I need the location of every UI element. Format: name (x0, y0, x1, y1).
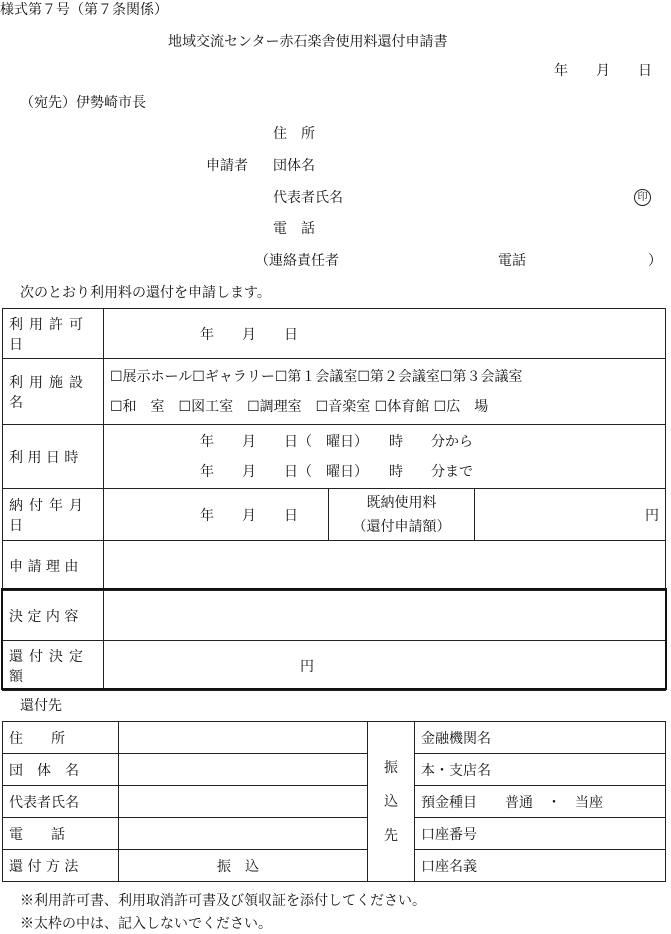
refund-org-label: 団 体 名 (3, 754, 119, 786)
transfer-label-char1: 振 (384, 759, 398, 776)
refund-phone-field[interactable] (119, 818, 368, 850)
note-thick-frame: ※太枠の中は、記入しないでください。 (20, 916, 272, 932)
intro-text: 次のとおり利用料の還付を申請します。 (20, 285, 271, 301)
account-type-field[interactable] (415, 786, 666, 818)
document-title: 地域交流センター赤石楽舎使用料還付申請書 (168, 34, 448, 50)
refund-rep-field[interactable] (119, 786, 368, 818)
permit-date-field[interactable] (104, 309, 666, 359)
account-number-field[interactable] (415, 818, 666, 850)
permit-date-value: 年 月 日 (200, 326, 298, 343)
applicant-label: 申請者 (206, 158, 248, 174)
reason-row (3, 541, 666, 591)
refund-method-value: 振 込 (217, 858, 259, 875)
facility-options-line2[interactable]: ☐和 室 ☐図工室 ☐調理室 ☐音楽室 ☐体育館 ☐広 場 (110, 398, 489, 415)
branch-field[interactable] (415, 754, 666, 786)
main-table (2, 308, 666, 691)
refund-org-field[interactable] (119, 754, 368, 786)
addressee: （宛先）伊勢崎市長 (20, 95, 146, 111)
datetime-start: 年 月 日（ 曜日） 時 分から (200, 433, 473, 450)
applicant-org-label: 団体名 (273, 158, 315, 174)
account-type-label: 預金種目 普通 ・ 当座 (421, 794, 603, 811)
datetime-field[interactable] (104, 425, 666, 489)
transfer-label-char3: 先 (384, 827, 398, 844)
transfer-label (368, 722, 415, 882)
note-attachments: ※利用許可書、利用取消許可書及び領収証を添付してください。 (20, 893, 426, 909)
payment-date-field[interactable] (104, 489, 329, 541)
refund-method-field (119, 850, 368, 882)
refund-org-row (3, 754, 666, 786)
facility-label: 利用施設名 (3, 359, 104, 425)
branch-label: 本・支店名 (421, 762, 491, 779)
refund-phone-row (3, 818, 666, 850)
permit-date-row (3, 309, 666, 359)
refund-table (2, 721, 666, 882)
bank-name-label: 金融機関名 (421, 730, 491, 747)
bank-name-field[interactable] (415, 722, 666, 754)
decision-row (3, 591, 666, 641)
submission-date[interactable]: 年 月 日 (554, 63, 652, 79)
form-number: 様式第７号（第７条関係） (0, 2, 168, 18)
datetime-row (3, 425, 666, 489)
contact-phone-label: 電話 (498, 253, 526, 269)
transfer-label-char2: 込 (384, 793, 398, 810)
refund-amount-field (104, 641, 666, 691)
yen-unit: 円 (645, 507, 659, 524)
account-name-label: 口座名義 (421, 858, 477, 875)
contact-person-label: （連絡責任者 (255, 253, 339, 269)
refund-phone-label: 電 話 (3, 818, 119, 850)
refund-address-row (3, 722, 666, 754)
refund-yen-unit: 円 (300, 658, 314, 675)
paid-fee-field[interactable] (475, 489, 666, 541)
applicant-address-label: 住 所 (273, 126, 315, 142)
datetime-label: 利 用 日 時 (3, 425, 104, 489)
contact-close: ） (648, 253, 662, 269)
applicant-rep-label: 代表者氏名 (273, 190, 343, 206)
applicant-phone-label: 電 話 (273, 221, 315, 237)
payment-date-label: 納付年月日 (3, 489, 104, 541)
paid-fee-label-line1: 既納使用料 (366, 494, 437, 511)
paid-fee-label-line2: （還付申請額） (352, 518, 451, 535)
decision-field (104, 591, 666, 641)
paid-fee-label (329, 489, 475, 541)
decision-label: 決 定 内 容 (3, 591, 104, 641)
reason-label: 申 請 理 由 (3, 541, 104, 591)
refund-method-label: 還 付 方 法 (3, 850, 119, 882)
refund-address-field[interactable] (119, 722, 368, 754)
refund-method-row (3, 850, 666, 882)
facility-options-line1[interactable]: ☐展示ホール☐ギャラリー☐第１会議室☐第２会議室☐第３会議室 (110, 368, 523, 385)
refund-amount-row (3, 641, 666, 691)
permit-date-label: 利用許可日 (3, 309, 104, 359)
refund-address-label: 住 所 (3, 722, 119, 754)
account-number-label: 口座番号 (421, 826, 477, 843)
refund-section-title: 還付先 (20, 698, 62, 714)
payment-row (3, 489, 666, 541)
datetime-end: 年 月 日（ 曜日） 時 分まで (200, 463, 473, 480)
refund-amount-label: 還付決定額 (3, 641, 104, 691)
refund-rep-row (3, 786, 666, 818)
reason-field[interactable] (104, 541, 666, 591)
seal-mark: 印 (634, 189, 651, 206)
payment-date-value: 年 月 日 (200, 507, 298, 524)
seal-icon (634, 189, 651, 206)
facility-row (3, 359, 666, 425)
refund-rep-label: 代表者氏名 (3, 786, 119, 818)
account-name-field[interactable] (415, 850, 666, 882)
facility-field[interactable] (104, 359, 666, 425)
